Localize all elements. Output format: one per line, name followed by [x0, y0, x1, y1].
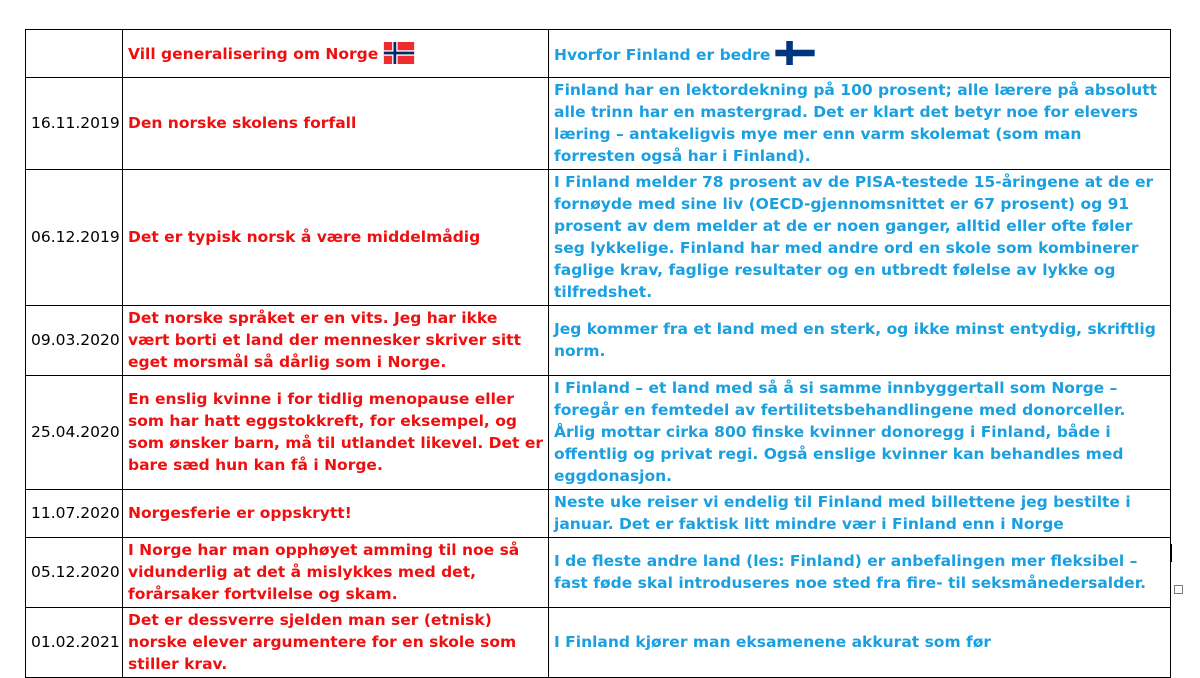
table-resize-handle[interactable] — [1174, 585, 1183, 594]
finland-flag-icon — [775, 41, 815, 65]
date-cell: 05.12.2020 — [26, 538, 123, 608]
norway-claim-cell: En enslig kvinne i for tidlig menopause eller som har hatt eggstokkreft, for eksempel, og som ønsker barn, må til utlandet likevel. Det er bare sæd hun kan få i Norge. — [123, 376, 549, 490]
table-row — [26, 490, 1171, 538]
norway-claim-cell: I Norge har man opphøyet amming til noe så vidunderlig at det å mislykkes med det, forårsaker fortvilelse og skam. — [123, 538, 549, 608]
finland-reply-cell: I Finland – et land med så å si samme innbyggertall som Norge – foregår en femtedel av fertilitetsbehandlingene med donorceller. Årlig mottar cirka 800 finske kvinner donoregg i Finland, både i offentlig og privat regi. Også enslige kvinner kan behandles med eggdonasjon. — [549, 376, 1171, 490]
table-row — [26, 78, 1171, 170]
comparison-table — [25, 29, 1171, 678]
table-header-row — [26, 30, 1171, 78]
finland-reply-cell: Jeg kommer fra et land med en sterk, og ikke minst entydig, skriftlig norm. — [549, 306, 1171, 376]
finland-reply-cell: I Finland melder 78 prosent av de PISA-testede 15-åringene at de er fornøyde med sine liv (OECD-gjennomsnittet er 67 prosent) og 91 prosent av dem melder at de er noen ganger, alltid eller ofte føler seg lykkelige. Finland har med andre ord en skole som kombinerer faglige krav, faglige resultater og en utbredt følelse av lykke og tilfredshet. — [549, 170, 1171, 306]
table-row — [26, 376, 1171, 490]
norway-claim-cell: Den norske skolens forfall — [123, 78, 549, 170]
norway-claim-cell: Det norske språket er en vits. Jeg har ikke vært borti et land der mennesker skriver sitt eget morsmål så dårlig som i Norge. — [123, 306, 549, 376]
table-row — [26, 608, 1171, 678]
date-cell: 11.07.2020 — [26, 490, 123, 538]
header-norway-cell — [123, 30, 549, 78]
date-cell: 06.12.2019 — [26, 170, 123, 306]
date-cell: 01.02.2021 — [26, 608, 123, 678]
date-cell: 25.04.2020 — [26, 376, 123, 490]
norway-claim-cell: Det er dessverre sjelden man ser (etnisk) norske elever argumentere for en skole som stiller krav. — [123, 608, 549, 678]
finland-reply-cell: Finland har en lektordekning på 100 prosent; alle lærere på absolutt alle trinn har en mastergrad. Det er klart det betyr noe for elevers læring – antakeligvis mye mer enn varm skolemat (som man forresten også har i Finland). — [549, 78, 1171, 170]
norway-flag-icon — [383, 42, 415, 64]
text-cursor — [1171, 544, 1172, 562]
date-cell: 09.03.2020 — [26, 306, 123, 376]
date-cell: 16.11.2019 — [26, 78, 123, 170]
finland-reply-cell: I de fleste andre land (les: Finland) er anbefalingen mer fleksibel – fast føde skal introduseres noe sted fra fire- til seksmånedersalder. — [549, 538, 1171, 608]
finland-reply-cell: I Finland kjører man eksamenene akkurat som før — [549, 608, 1171, 678]
header-finland-title: Hvorfor Finland er bedre — [554, 45, 771, 64]
table-row — [26, 170, 1171, 306]
norway-claim-cell: Det er typisk norsk å være middelmådig — [123, 170, 549, 306]
table-row — [26, 306, 1171, 376]
table-row — [26, 538, 1171, 608]
header-empty-cell — [26, 30, 123, 78]
norway-claim-cell: Norgesferie er oppskrytt! — [123, 490, 549, 538]
finland-reply-cell: Neste uke reiser vi endelig til Finland med billettene jeg bestilte i januar. Det er faktisk litt mindre vær i Finland enn i Norge — [549, 490, 1171, 538]
header-finland-cell — [549, 30, 1171, 78]
header-norway-title: Vill generalisering om Norge — [128, 44, 379, 63]
